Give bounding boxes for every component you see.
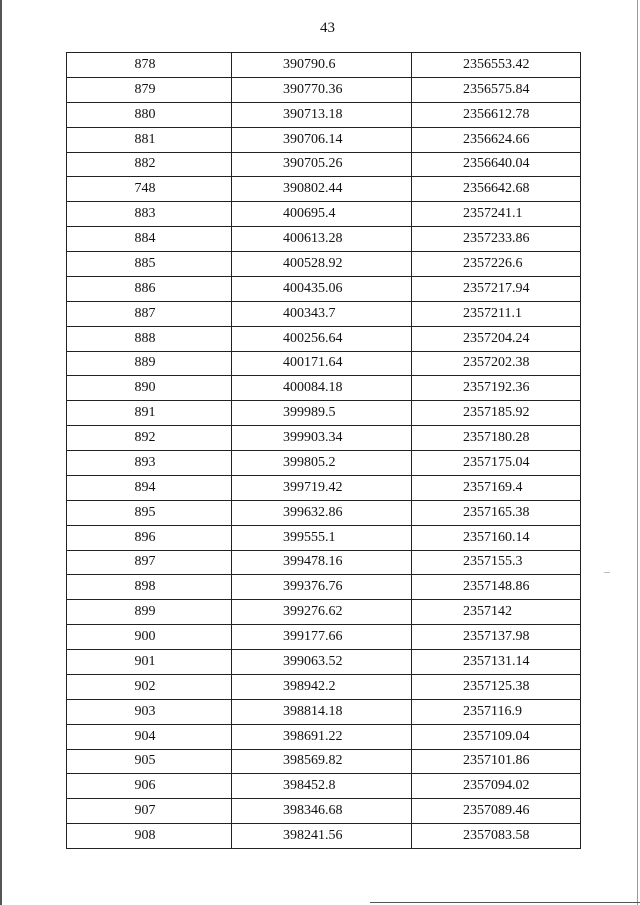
table-row <box>67 202 581 227</box>
y-coordinate-cell: 2356640.04 <box>412 152 581 177</box>
x-coordinate-cell: 400256.64 <box>232 326 412 351</box>
y-coordinate-cell: 2357217.94 <box>412 276 581 301</box>
point-number-cell: 895 <box>67 500 232 525</box>
y-coordinate-cell: 2357160.14 <box>412 525 581 550</box>
table-row <box>67 53 581 78</box>
point-number-cell: 897 <box>67 550 232 575</box>
y-coordinate-cell: 2357137.98 <box>412 625 581 650</box>
table-row <box>67 650 581 675</box>
table-row <box>67 674 581 699</box>
point-number-cell: 890 <box>67 376 232 401</box>
y-coordinate-cell: 2357148.86 <box>412 575 581 600</box>
y-coordinate-cell: 2357109.04 <box>412 724 581 749</box>
point-number-cell: 881 <box>67 127 232 152</box>
table-row <box>67 376 581 401</box>
x-coordinate-cell: 390705.26 <box>232 152 412 177</box>
table-row <box>67 301 581 326</box>
x-coordinate-cell: 399632.86 <box>232 500 412 525</box>
point-number-cell: 879 <box>67 77 232 102</box>
y-coordinate-cell: 2357125.38 <box>412 674 581 699</box>
table-row <box>67 500 581 525</box>
point-number-cell: 903 <box>67 699 232 724</box>
point-number-cell: 889 <box>67 351 232 376</box>
y-coordinate-cell: 2357180.28 <box>412 426 581 451</box>
y-coordinate-cell: 2357165.38 <box>412 500 581 525</box>
point-number-cell: 901 <box>67 650 232 675</box>
y-coordinate-cell: 2357175.04 <box>412 451 581 476</box>
table-row <box>67 252 581 277</box>
scan-edge-left <box>0 0 2 905</box>
x-coordinate-cell: 400695.4 <box>232 202 412 227</box>
table-row <box>67 575 581 600</box>
point-number-cell: 891 <box>67 401 232 426</box>
y-coordinate-cell: 2357094.02 <box>412 774 581 799</box>
point-number-cell: 880 <box>67 102 232 127</box>
y-coordinate-cell: 2357116.9 <box>412 699 581 724</box>
y-coordinate-cell: 2357202.38 <box>412 351 581 376</box>
x-coordinate-cell: 399177.66 <box>232 625 412 650</box>
point-number-cell: 906 <box>67 774 232 799</box>
x-coordinate-cell: 398691.22 <box>232 724 412 749</box>
table-row <box>67 451 581 476</box>
x-coordinate-cell: 399376.76 <box>232 575 412 600</box>
y-coordinate-cell: 2357155.3 <box>412 550 581 575</box>
table-row <box>67 525 581 550</box>
point-number-cell: 883 <box>67 202 232 227</box>
y-coordinate-cell: 2357185.92 <box>412 401 581 426</box>
point-number-cell: 908 <box>67 824 232 849</box>
point-number-cell: 894 <box>67 475 232 500</box>
x-coordinate-cell: 399903.34 <box>232 426 412 451</box>
table-row <box>67 152 581 177</box>
point-number-cell: 884 <box>67 227 232 252</box>
point-number-cell: 878 <box>67 53 232 78</box>
y-coordinate-cell: 2357241.1 <box>412 202 581 227</box>
table-row <box>67 426 581 451</box>
x-coordinate-cell: 390770.36 <box>232 77 412 102</box>
point-number-cell: 888 <box>67 326 232 351</box>
x-coordinate-cell: 390713.18 <box>232 102 412 127</box>
y-coordinate-cell: 2357101.86 <box>412 749 581 774</box>
x-coordinate-cell: 399478.16 <box>232 550 412 575</box>
x-coordinate-cell: 399989.5 <box>232 401 412 426</box>
point-number-cell: 896 <box>67 525 232 550</box>
x-coordinate-cell: 400084.18 <box>232 376 412 401</box>
table-row <box>67 177 581 202</box>
y-coordinate-cell: 2357083.58 <box>412 824 581 849</box>
point-number-cell: 892 <box>67 426 232 451</box>
x-coordinate-cell: 398814.18 <box>232 699 412 724</box>
table-row <box>67 227 581 252</box>
x-coordinate-cell: 398569.82 <box>232 749 412 774</box>
point-number-cell: 899 <box>67 600 232 625</box>
y-coordinate-cell: 2357169.4 <box>412 475 581 500</box>
y-coordinate-cell: 2357204.24 <box>412 326 581 351</box>
table-row <box>67 326 581 351</box>
table-row <box>67 351 581 376</box>
scan-speck <box>604 572 610 573</box>
table-row <box>67 475 581 500</box>
point-number-cell: 748 <box>67 177 232 202</box>
point-number-cell: 898 <box>67 575 232 600</box>
table-row <box>67 127 581 152</box>
x-coordinate-cell: 390802.44 <box>232 177 412 202</box>
x-coordinate-cell: 390790.6 <box>232 53 412 78</box>
table-row <box>67 276 581 301</box>
table-row <box>67 625 581 650</box>
point-number-cell: 902 <box>67 674 232 699</box>
x-coordinate-cell: 399555.1 <box>232 525 412 550</box>
x-coordinate-cell: 399805.2 <box>232 451 412 476</box>
table-row <box>67 600 581 625</box>
table-row <box>67 699 581 724</box>
table-row <box>67 102 581 127</box>
y-coordinate-cell: 2356575.84 <box>412 77 581 102</box>
x-coordinate-cell: 400435.06 <box>232 276 412 301</box>
point-number-cell: 905 <box>67 749 232 774</box>
x-coordinate-cell: 390706.14 <box>232 127 412 152</box>
y-coordinate-cell: 2356612.78 <box>412 102 581 127</box>
point-number-cell: 885 <box>67 252 232 277</box>
point-number-cell: 886 <box>67 276 232 301</box>
point-number-cell: 900 <box>67 625 232 650</box>
scan-edge-right <box>637 0 638 905</box>
point-number-cell: 893 <box>67 451 232 476</box>
x-coordinate-cell: 400171.64 <box>232 351 412 376</box>
x-coordinate-cell: 398942.2 <box>232 674 412 699</box>
y-coordinate-cell: 2357131.14 <box>412 650 581 675</box>
y-coordinate-cell: 2356624.66 <box>412 127 581 152</box>
y-coordinate-cell: 2357142 <box>412 600 581 625</box>
coordinates-table-body <box>67 53 581 849</box>
table-row <box>67 824 581 849</box>
x-coordinate-cell: 399276.62 <box>232 600 412 625</box>
x-coordinate-cell: 399719.42 <box>232 475 412 500</box>
table-row <box>67 77 581 102</box>
scan-edge-bottom <box>370 902 640 903</box>
x-coordinate-cell: 400613.28 <box>232 227 412 252</box>
coordinates-table <box>66 52 581 849</box>
y-coordinate-cell: 2356642.68 <box>412 177 581 202</box>
x-coordinate-cell: 400528.92 <box>232 252 412 277</box>
table-row <box>67 774 581 799</box>
y-coordinate-cell: 2357233.86 <box>412 227 581 252</box>
page-number: 43 <box>320 20 335 36</box>
y-coordinate-cell: 2357089.46 <box>412 799 581 824</box>
y-coordinate-cell: 2357192.36 <box>412 376 581 401</box>
x-coordinate-cell: 400343.7 <box>232 301 412 326</box>
point-number-cell: 882 <box>67 152 232 177</box>
y-coordinate-cell: 2357211.1 <box>412 301 581 326</box>
table-row <box>67 749 581 774</box>
point-number-cell: 907 <box>67 799 232 824</box>
x-coordinate-cell: 398241.56 <box>232 824 412 849</box>
x-coordinate-cell: 398346.68 <box>232 799 412 824</box>
table-row <box>67 401 581 426</box>
x-coordinate-cell: 398452.8 <box>232 774 412 799</box>
table-row <box>67 799 581 824</box>
x-coordinate-cell: 399063.52 <box>232 650 412 675</box>
point-number-cell: 887 <box>67 301 232 326</box>
table-row <box>67 724 581 749</box>
y-coordinate-cell: 2357226.6 <box>412 252 581 277</box>
table-row <box>67 550 581 575</box>
y-coordinate-cell: 2356553.42 <box>412 53 581 78</box>
point-number-cell: 904 <box>67 724 232 749</box>
